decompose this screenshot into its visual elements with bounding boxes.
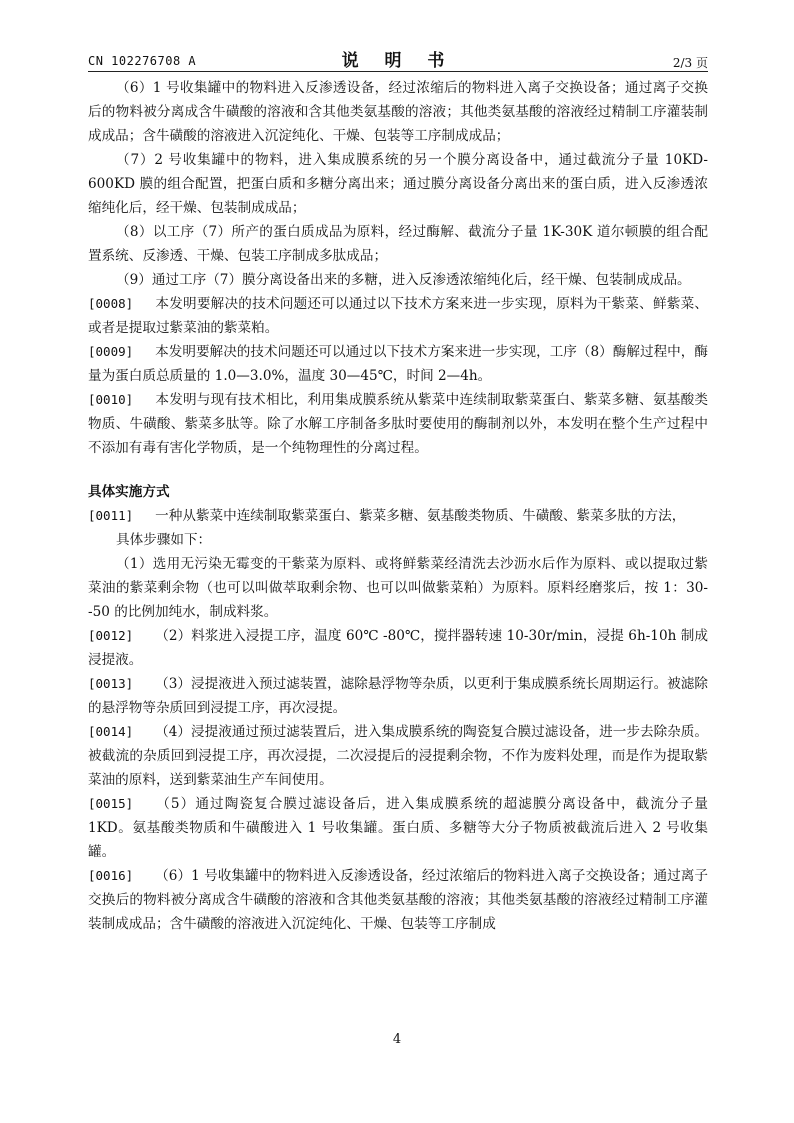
paragraph bbox=[88, 792, 708, 864]
paragraph-text: （8）以工序（7）所产的蛋白质成品为原料，经过酶解、截流分子量 1K-30K 道尔顿膜的组合配置系统、反渗透、干燥、包装工序制成多肽成品； bbox=[88, 224, 708, 264]
patent-number: CN 102276708 A bbox=[88, 54, 197, 68]
document-title: 说 明 书 bbox=[341, 51, 455, 71]
paragraph bbox=[88, 504, 708, 528]
paragraph-number: [0011] bbox=[88, 508, 134, 523]
paragraph-text: 具体步骤如下： bbox=[116, 532, 212, 548]
paragraph bbox=[88, 672, 708, 720]
paragraph bbox=[88, 864, 708, 936]
paragraph-number: [0012] bbox=[88, 628, 134, 643]
paragraph-group-1 bbox=[88, 76, 708, 460]
paragraph bbox=[88, 528, 708, 552]
page-count: 2/3 页 bbox=[672, 56, 708, 70]
paragraph bbox=[88, 340, 708, 388]
paragraph-text: （2）料浆进入浸提工序，温度 60℃ -80℃，搅拌器转速 10-30r/min，浸提 6h-10h 制成浸提液。 bbox=[88, 628, 708, 668]
paragraph bbox=[88, 552, 708, 624]
paragraph bbox=[88, 268, 708, 292]
paragraph-number: [0015] bbox=[88, 796, 134, 811]
paragraph-number: [0008] bbox=[88, 296, 134, 311]
paragraph-text: （6）1 号收集罐中的物料进入反渗透设备，经过浓缩后的物料进入离子交换设备；通过离子交换后的物料被分离成含牛磺酸的溶液和含其他类氨基酸的溶液；其他类氨基酸的溶液经过精制工序灌装制成成品；含牛磺酸的溶液进入沉淀纯化、干燥、包装等工序制成成品； bbox=[88, 80, 708, 144]
paragraph-text: （9）通过工序（7）膜分离设备出来的多糖，进入反渗透浓缩纯化后，经干燥、包装制成成品。 bbox=[116, 272, 691, 288]
paragraph bbox=[88, 388, 708, 460]
paragraph-text: （4）浸提液通过预过滤装置后，进入集成膜系统的陶瓷复合膜过滤设备，进一步去除杂质。被截流的杂质回到浸提工序，再次浸提，二次浸提后的浸提剩余物，不作为废料处理，而是作为提取紫菜油的原料，送到紫菜油生产车间使用。 bbox=[88, 724, 708, 788]
document-body bbox=[88, 76, 708, 936]
section-heading: 具体实施方式 bbox=[88, 484, 170, 500]
paragraph bbox=[88, 292, 708, 340]
page-number: 4 bbox=[392, 1032, 402, 1047]
paragraph-text: 本发明要解决的技术问题还可以通过以下技术方案来进一步实现，原料为干紫菜、鲜紫菜、或者是提取过紫菜油的紫菜粕。 bbox=[88, 296, 708, 336]
page-header bbox=[88, 42, 708, 70]
paragraph bbox=[88, 148, 708, 220]
paragraph bbox=[88, 624, 708, 672]
paragraph-text: （3）浸提液进入预过滤装置，滤除悬浮物等杂质，以更利于集成膜系统长周期运行。被滤除的悬浮物等杂质回到浸提工序，再次浸提。 bbox=[88, 676, 708, 716]
paragraph-text: （6）1 号收集罐中的物料进入反渗透设备，经过浓缩后的物料进入离子交换设备；通过离子交换后的物料被分离成含牛磺酸的溶液和含其他类氨基酸的溶液；其他类氨基酸的溶液经过精制工序灌装制成成品；含牛磺酸的溶液进入沉淀纯化、干燥、包装等工序制成 bbox=[88, 868, 708, 932]
paragraph-text: （7）2 号收集罐中的物料，进入集成膜系统的另一个膜分离设备中，通过截流分子量 10KD-600KD 膜的组合配置，把蛋白质和多糖分离出来；通过膜分离设备分离出来的蛋白质，进入反渗透浓缩纯化后，经干燥、包装制成成品； bbox=[88, 152, 708, 216]
paragraph-text: （5）通过陶瓷复合膜过滤设备后，进入集成膜系统的超滤膜分离设备中，截流分子量 1KD。氨基酸类物质和牛磺酸进入 1 号收集罐。蛋白质、多糖等大分子物质被截流后进入 2 号收集罐。 bbox=[88, 796, 708, 860]
paragraph bbox=[88, 720, 708, 792]
paragraph-number: [0013] bbox=[88, 676, 134, 691]
paragraph bbox=[88, 76, 708, 148]
paragraph-number: [0014] bbox=[88, 724, 134, 739]
header-rule bbox=[88, 71, 708, 72]
paragraph-number: [0010] bbox=[88, 392, 134, 407]
paragraph-number: [0009] bbox=[88, 344, 134, 359]
paragraph-number: [0016] bbox=[88, 868, 134, 883]
paragraph-text: 本发明与现有技术相比，利用集成膜系统从紫菜中连续制取紫菜蛋白、紫菜多糖、氨基酸类物质、牛磺酸、紫菜多肽等。除了水解工序制备多肽时要使用的酶制剂以外，本发明在整个生产过程中不添加有毒有害化学物质，是一个纯物理性的分离过程。 bbox=[88, 392, 708, 456]
paragraph-text: （1）选用无污染无霉变的干紫菜为原料、或将鲜紫菜经清洗去沙沥水后作为原料、或以提取过紫菜油的紫菜剩余物（也可以叫做萃取剩余物、也可以叫做紫菜粕）为原料。原料经磨浆后，按 1：30--50 的比例加纯水，制成料浆。 bbox=[88, 556, 708, 620]
paragraph-group-2 bbox=[88, 504, 708, 936]
paragraph-text: 本发明要解决的技术问题还可以通过以下技术方案来进一步实现，工序（8）酶解过程中，酶量为蛋白质总质量的 1.0—3.0%，温度 30—45℃，时间 2—4h。 bbox=[88, 344, 708, 384]
paragraph bbox=[88, 220, 708, 268]
paragraph-text: 一种从紫菜中连续制取紫菜蛋白、紫菜多糖、氨基酸类物质、牛磺酸、紫菜多肽的方法， bbox=[155, 508, 686, 524]
